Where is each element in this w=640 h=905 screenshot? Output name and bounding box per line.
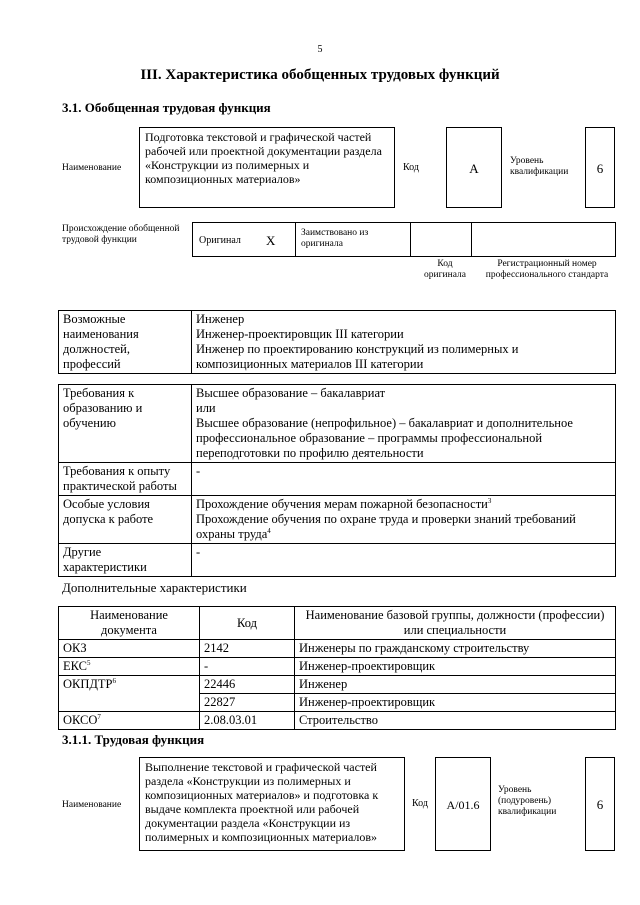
gtf-name-value: Подготовка текстовой и графической частей рабочей или проектной документации раздела «Конструкции из полимерных и композиционных материалов»	[139, 127, 395, 208]
table-row	[59, 676, 616, 694]
name-cell: Строительство	[295, 712, 616, 730]
special-item-2: Прохождение обучения по охране труда и проверки знаний требований охраны труда	[196, 512, 576, 541]
position-item: Инженер-проектировщик III категории	[196, 327, 404, 341]
tf-level-value: 6	[585, 757, 615, 851]
footnote-ref: 6	[112, 676, 117, 685]
origin-divider-1	[295, 223, 296, 256]
gtf-name-label: Наименование	[62, 163, 122, 173]
code-cell: 2.08.03.01	[200, 712, 295, 730]
name-cell: Инженер-проектировщик	[295, 694, 616, 712]
origin-box	[192, 222, 616, 257]
education-item: Высшее образование (непрофильное) – бакалавриат и дополнительное профессиональное образование – программы профессиональной переподготовки по профилю деятельности	[196, 416, 573, 460]
gtf-level-value: 6	[585, 127, 615, 208]
code-cell: 2142	[200, 640, 295, 658]
gtf-heading: 3.1. Обобщенная трудовая функция	[62, 100, 271, 115]
gtf-level-label: Уровень квалификации	[510, 156, 569, 177]
education-label: Требования к образованию и обучению	[59, 385, 192, 463]
doc-cell: ОКЗ	[63, 641, 87, 655]
table-row	[59, 658, 616, 676]
other-value: -	[192, 544, 616, 577]
code-cell: 22446	[200, 676, 295, 694]
footnote-ref: 4	[267, 526, 271, 535]
borrowed-label: Заимствовано из оригинала	[301, 228, 369, 249]
doc-cell: ОКСО	[63, 713, 98, 727]
additional-heading: Дополнительные характеристики	[62, 580, 247, 595]
special-label: Особые условия допуска к работе	[59, 496, 192, 544]
doc-cell: ОКПДТР	[63, 677, 113, 691]
tf-level-label: Уровень (подуровень) квалификации	[498, 785, 557, 817]
footnote-ref: 3	[487, 496, 492, 505]
origin-divider-2	[410, 223, 411, 256]
education-value	[192, 385, 616, 463]
col-code-header: Код	[200, 607, 295, 640]
footnote-ref: 5	[87, 658, 91, 667]
requirements-table	[58, 384, 616, 577]
tf-name-value: Выполнение текстовой и графической частей раздела «Конструкции из полимерных и композиционных материалов» и подготовка к выдаче комплекта проектной или рабочей документации раздела «Конструкции из полимерных и композиционных материалов»	[139, 757, 405, 851]
gtf-code-value: А	[446, 127, 502, 208]
other-label: Другие характеристики	[59, 544, 192, 577]
special-value	[192, 496, 616, 544]
reg-number-label: Регистрационный номер профессионального стандарта	[485, 259, 609, 280]
page-number: 5	[317, 44, 323, 55]
tf-name-label: Наименование	[62, 800, 122, 810]
education-item: или	[196, 401, 216, 415]
position-item: Инженер	[196, 312, 245, 326]
tf-code-label: Код	[412, 798, 428, 809]
positions-table	[58, 310, 616, 374]
table-row	[59, 640, 616, 658]
positions-value	[192, 311, 616, 374]
name-cell: Инженер-проектировщик	[295, 658, 616, 676]
special-item-1: Прохождение обучения мерам пожарной безопасности	[196, 497, 488, 511]
origin-divider-3	[471, 223, 472, 256]
name-cell: Инженеры по гражданскому строительству	[295, 640, 616, 658]
position-item: Инженер по проектированию конструкций из полимерных и композиционных материалов III категории	[196, 342, 519, 371]
name-cell: Инженер	[295, 676, 616, 694]
additional-table	[58, 606, 616, 730]
origin-code-label: Код оригинала	[424, 259, 466, 280]
origin-label: Происхождение обобщенной трудовой функции	[62, 224, 180, 245]
positions-label: Возможные наименования должностей, профессий	[59, 311, 192, 374]
gtf-code-label: Код	[403, 162, 419, 173]
education-item: Высшее образование – бакалавриат	[196, 386, 386, 400]
col-name-header: Наименование базовой группы, должности (профессии) или специальности	[295, 607, 616, 640]
code-cell: 22827	[200, 694, 295, 712]
doc-cell: ЕКС	[63, 659, 87, 673]
experience-label: Требования к опыту практической работы	[59, 463, 192, 496]
section-title: III. Характеристика обобщенных трудовых функций	[140, 67, 500, 83]
code-cell: -	[200, 658, 295, 676]
col-doc-header: Наименование документа	[59, 607, 200, 640]
footnote-ref: 7	[97, 712, 101, 721]
original-mark: X	[266, 233, 276, 248]
table-row	[59, 712, 616, 730]
tf-code-value: A/01.6	[435, 757, 491, 851]
tf-heading: 3.1.1. Трудовая функция	[62, 732, 205, 747]
experience-value: -	[192, 463, 616, 496]
original-label: Оригинал	[199, 235, 241, 246]
